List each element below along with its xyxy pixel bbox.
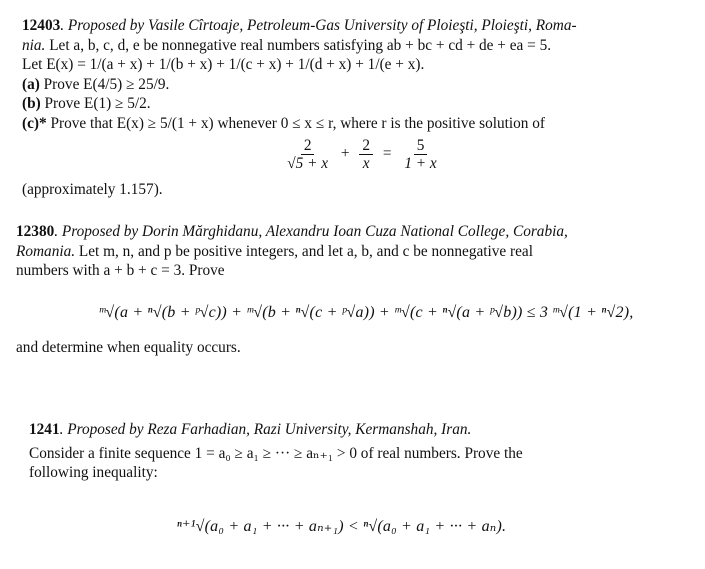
part-b — [22, 94, 692, 114]
proposer-line: . Proposed by Vasile Cîrtoaje, Petroleum-Gas University of Ploieşti, Ploieşti, Roma- — [60, 17, 577, 34]
plus-sign: + — [340, 145, 350, 163]
fraction: $\frac{2}{√5 + x}$ — [287, 136, 329, 172]
problem-number: 12403 — [22, 17, 61, 34]
proposer-country: nia. — [22, 36, 46, 54]
problem-statement: Let a, b, c, d, e be nonnegative real numbers satisfying ab + bc + cd + de + ea = 5. — [45, 36, 552, 54]
problem-heading — [16, 222, 696, 242]
part-a — [22, 75, 692, 95]
fraction: $\frac{5}{1 + x}$ — [404, 136, 437, 172]
closing-line: and determine when equality occurs. — [16, 339, 241, 357]
part-c-text: Prove that E(x) ≥ 5/(1 + x) whenever 0 ≤ x ≤ r, where r is the positive solution of — [46, 114, 546, 132]
part-b-label: (b) — [22, 95, 41, 113]
proposer-line: . Proposed by Dorin Mărghidanu, Alexandru Ioan Cuza National College, Corabia, — [54, 223, 568, 240]
part-a-text: Prove E(4/5) ≥ 25/9. — [39, 75, 170, 93]
problem-line — [16, 242, 696, 262]
part-a-label: (a) — [22, 75, 40, 93]
display-equation — [22, 138, 692, 172]
approximation-note: (approximately 1.157). — [22, 180, 163, 198]
problem-heading — [29, 420, 694, 440]
problem-number: 12380 — [16, 223, 55, 240]
problem-definition: Let E(x) = 1/(a + x) + 1/(b + x) + 1/(c + x) + 1/(d + x) + 1/(e + x). — [22, 56, 425, 74]
part-c-label: (c)* — [22, 114, 47, 132]
problem-line — [22, 36, 692, 56]
equals-sign: = — [382, 145, 392, 163]
display-inequality: ⁿ⁺¹√(a₀ + a₁ + ··· + aₙ₊₁) < ⁿ√(a₀ + a₁ + ··· + aₙ). — [176, 517, 507, 535]
problem-12403 — [22, 16, 692, 199]
problem-number: 1241 — [29, 421, 60, 438]
proposer-line: . Proposed by Reza Farhadian, Razi University, Kermanshah, Iran. — [59, 421, 472, 438]
problem-line: numbers with a + b + c = 3. Prove — [16, 262, 225, 280]
proposer-country: Romania. — [16, 242, 76, 260]
problem-1241 — [29, 420, 694, 536]
part-b-text: Prove E(1) ≥ 5/2. — [40, 95, 151, 113]
problem-statement: following inequality: — [29, 464, 158, 482]
part-c — [22, 114, 692, 134]
display-inequality: ᵐ√(a + ⁿ√(b + ᵖ√c)) + ᵐ√(b + ⁿ√(c + ᵖ√a)) + ᵐ√(c + ⁿ√(a + ᵖ√b)) ≤ 3 ᵐ√(1 + ⁿ√2), — [98, 303, 634, 321]
problem-statement: Consider a finite sequence 1 = a₀ ≥ a₁ ≥ ··· ≥ aₙ₊₁ > 0 of real numbers. Prove the — [29, 444, 523, 462]
problem-12380 — [16, 222, 696, 358]
problem-statement: Let m, n, and p be positive integers, and let a, b, and c be nonnegative real — [75, 242, 533, 260]
problem-heading — [22, 16, 692, 36]
fraction: $\frac{2}{x}$ — [359, 138, 373, 172]
